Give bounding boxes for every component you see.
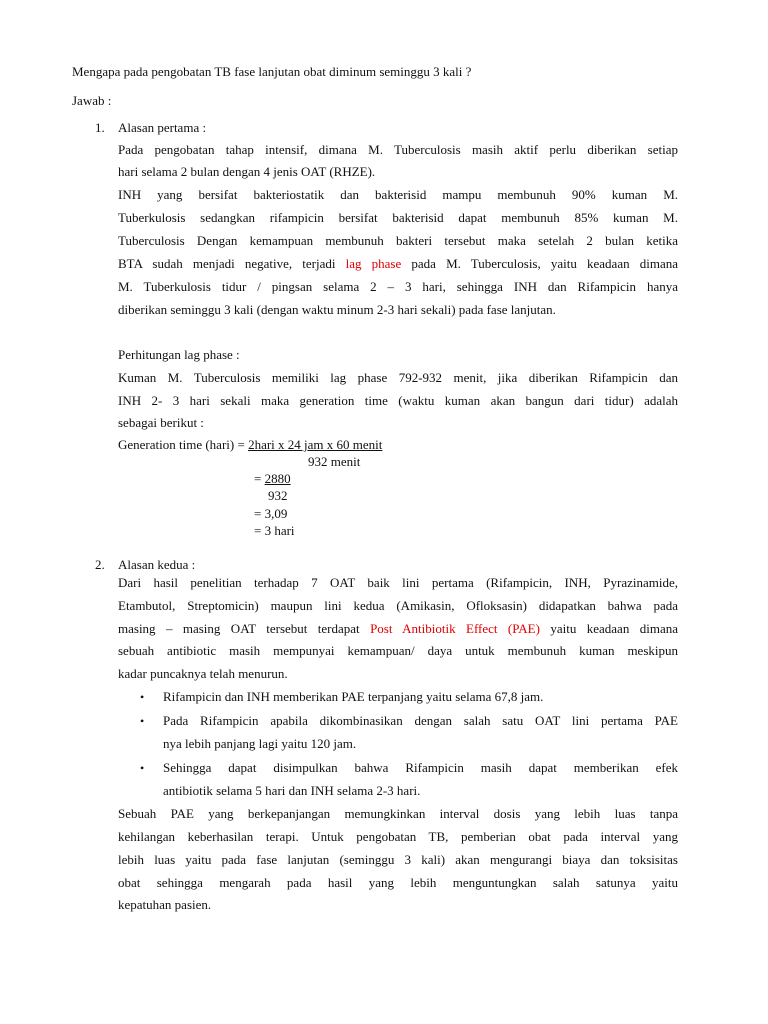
bullet-text: Pada Rifampicin apabila dikombinasikan dengan salah satu OAT lini pertama PAE bbox=[163, 713, 678, 728]
paragraph-line: kepatuhan pasien. bbox=[118, 897, 212, 912]
paragraph-line: Sebuah PAE yang berkepanjangan memungkinkan interval dosis yang lebih luas tanpa bbox=[118, 806, 678, 821]
pae-highlight: Post Antibiotik Effect (PAE) bbox=[370, 621, 540, 636]
reason2-line: kadar puncaknya telah menurun. bbox=[118, 666, 288, 681]
reason2-line: Dari hasil penelitian terhadap 7 OAT baik lini pertama (Rifampicin, INH, Pyrazinamide, bbox=[118, 575, 678, 590]
reason1-line: diberikan seminggu 3 kali (dengan waktu minum 2-3 hari sekali) pada fase lanjutan. bbox=[118, 302, 556, 317]
fraction-denominator: 932 bbox=[268, 488, 288, 503]
answer-label: Jawab : bbox=[72, 93, 112, 108]
reason2-line: Etambutol, Streptomicin) maupun lini kedua (Amikasin, Ofloksasin) didapatkan bahwa pada bbox=[118, 598, 678, 613]
bullet-text: Rifampicin dan INH memberikan PAE terpanjang yaitu selama 67,8 jam. bbox=[163, 689, 544, 704]
bullet-text: nya lebih panjang lagi yaitu 120 jam. bbox=[163, 736, 357, 751]
calc-line: Kuman M. Tuberculosis memiliki lag phase 792-932 menit, jika diberikan Rifampicin dan bbox=[118, 370, 678, 385]
formula-numerator: 2hari x 24 jam x 60 menit bbox=[248, 437, 383, 452]
text: BTA sudah menjadi negative, terjadi bbox=[118, 256, 346, 271]
equation-step: = 3 hari bbox=[254, 523, 295, 538]
bullet-text: antibiotik selama 5 hari dan INH selama 2-3 hari. bbox=[163, 783, 421, 798]
formula-label: Generation time (hari) = bbox=[118, 437, 249, 452]
reason1-line: M. Tuberkulosis tidur / pingsan selama 2 – 3 hari, sehingga INH dan Rifampicin hanya bbox=[118, 279, 678, 294]
reason1-line: Pada pengobatan tahap intensif, dimana M. Tuberculosis masih aktif perlu diberikan setiap bbox=[118, 142, 678, 157]
reason2-line: sebuah antibiotic masih mempunyai kemampuan/ daya untuk membunuh kuman meskipun bbox=[118, 643, 678, 658]
reason1-title: Alasan pertama : bbox=[118, 120, 207, 135]
bullet: • bbox=[140, 690, 145, 704]
paragraph-line: obat sehingga mengarah pada hasil yang lebih menguntungkan salah satunya yaitu bbox=[118, 875, 678, 890]
bullet: • bbox=[140, 761, 145, 775]
equation-step: = 3,09 bbox=[254, 506, 288, 521]
calc-heading: Perhitungan lag phase : bbox=[118, 347, 240, 362]
calc-line: sebagai berikut : bbox=[118, 415, 204, 430]
text: yaitu keadaan dimana bbox=[539, 621, 678, 636]
reason1-line: hari selama 2 bulan dengan 4 jenis OAT (RHZE). bbox=[118, 164, 376, 179]
reason2-title: Alasan kedua : bbox=[118, 557, 196, 572]
list-number-1: 1. bbox=[95, 120, 105, 135]
reason1-line-lag bbox=[118, 256, 678, 272]
equation-step bbox=[254, 471, 291, 487]
bullet-text: Sehingga dapat disimpulkan bahwa Rifampicin masih dapat memberikan efek bbox=[163, 760, 678, 775]
reason1-line: Tuberculosis Dengan kemampuan membunuh bakteri tersebut maka setelah 2 bulan ketika bbox=[118, 233, 678, 248]
fraction-numerator: 2880 bbox=[264, 471, 291, 486]
text: pada M. Tuberculosis, yaitu keadaan dimana bbox=[401, 256, 678, 271]
generation-time-formula bbox=[118, 437, 382, 453]
text: masing – masing OAT tersebut terdapat bbox=[118, 621, 371, 636]
reason1-line: Tuberkulosis sedangkan rifampicin bersifat bakterisid dapat membunuh 85% kuman M. bbox=[118, 210, 678, 225]
calc-line: INH 2- 3 hari sekali maka generation time (waktu kuman akan bangun dari tidur) adalah bbox=[118, 393, 678, 408]
bullet: • bbox=[140, 714, 145, 728]
equals: = bbox=[254, 471, 265, 486]
formula-denominator: 932 menit bbox=[308, 454, 361, 469]
paragraph-line: kehilangan keberhasilan terapi. Untuk pengobatan TB, pemberian obat pada interval yang bbox=[118, 829, 678, 844]
question: Mengapa pada pengobatan TB fase lanjutan obat diminum seminggu 3 kali ? bbox=[72, 64, 472, 79]
reason1-line: INH yang bersifat bakteriostatik dan bakterisid mampu membunuh 90% kuman M. bbox=[118, 187, 678, 202]
list-number-2: 2. bbox=[95, 557, 105, 572]
lag-phase-highlight: lag phase bbox=[345, 256, 402, 271]
paragraph-line: lebih luas yaitu pada fase lanjutan (seminggu 3 kali) akan mengurangi biaya dan toksisitas bbox=[118, 852, 678, 867]
reason2-line-pae bbox=[118, 621, 678, 637]
